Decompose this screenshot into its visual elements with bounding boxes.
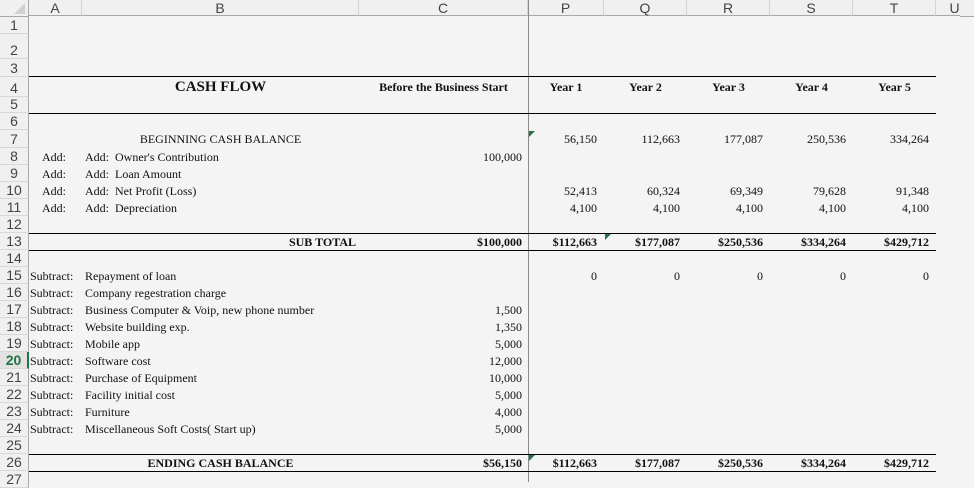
add-value-year-5[interactable]: 91,348: [896, 184, 929, 198]
row-header-4[interactable]: 4: [0, 77, 29, 97]
row-header-5[interactable]: 5: [0, 97, 29, 113]
add-item-label[interactable]: Add: Owner's Contribution: [85, 150, 219, 164]
subtract-value-year-4[interactable]: 0: [840, 269, 846, 283]
subtract-before-start-value[interactable]: 10,000: [489, 371, 522, 385]
add-value-year-4[interactable]: 79,628: [813, 184, 846, 198]
select-all-corner[interactable]: [0, 0, 29, 17]
beginning-balance-year-5[interactable]: 334,264: [890, 132, 929, 146]
year-header-1[interactable]: Year 1: [549, 80, 583, 94]
column-header-q[interactable]: Q: [604, 0, 687, 16]
add-item-label[interactable]: Add: Net Profit (Loss): [85, 184, 197, 198]
column-header-edge: [960, 0, 974, 17]
subtract-type-label[interactable]: Subtract:: [30, 337, 74, 351]
row-header-16[interactable]: 16: [0, 284, 29, 301]
row-header-20[interactable]: 20: [0, 352, 29, 369]
year-header-4[interactable]: Year 4: [795, 80, 828, 94]
year-header-2[interactable]: Year 2: [629, 80, 662, 94]
row-header-17[interactable]: 17: [0, 301, 29, 318]
beginning-balance-year-1[interactable]: 56,150: [564, 132, 597, 146]
beginning-balance-year-2[interactable]: 112,663: [641, 132, 680, 146]
subtract-value-year-3[interactable]: 0: [757, 269, 763, 283]
ending-balance-year-5[interactable]: $429,712: [884, 456, 929, 470]
row-header-3[interactable]: 3: [0, 59, 29, 77]
row-header-14[interactable]: 14: [0, 250, 29, 267]
row-header-6[interactable]: 6: [0, 113, 29, 130]
add-item-label[interactable]: Add: Depreciation: [85, 201, 177, 215]
add-value-year-5[interactable]: 4,100: [902, 201, 929, 215]
subtract-type-label[interactable]: Subtract:: [30, 303, 74, 317]
subtract-type-label[interactable]: Subtract:: [30, 286, 74, 300]
ending-balance-year-1[interactable]: $112,663: [552, 456, 597, 470]
subtract-type-label[interactable]: Subtract:: [30, 269, 74, 283]
subtract-item-label[interactable]: Website building exp.: [85, 320, 190, 334]
add-value-year-2[interactable]: 4,100: [653, 201, 680, 215]
subtract-type-label[interactable]: Subtract:: [30, 354, 74, 368]
subtract-type-label[interactable]: Subtract:: [30, 371, 74, 385]
row-header-8[interactable]: 8: [0, 148, 29, 165]
subtract-before-start-value[interactable]: 4,000: [495, 405, 522, 419]
cash-flow-title[interactable]: CASH FLOW: [174, 79, 267, 95]
row-header-25[interactable]: 25: [0, 437, 29, 454]
subtract-before-start-value[interactable]: 1,350: [495, 320, 522, 334]
row-header-12[interactable]: 12: [0, 216, 29, 233]
ending-balance-year-3[interactable]: $250,536: [718, 456, 763, 470]
add-type-label[interactable]: Add:: [42, 167, 66, 181]
add-type-label[interactable]: Add:: [42, 184, 66, 198]
column-header-p[interactable]: P: [528, 0, 604, 16]
subtract-type-label[interactable]: Subtract:: [30, 422, 74, 436]
subtract-value-year-5[interactable]: 0: [923, 269, 929, 283]
row-header-22[interactable]: 22: [0, 386, 29, 403]
ending-balance-year-2[interactable]: $177,087: [635, 456, 680, 470]
row-header-7[interactable]: 7: [0, 130, 29, 148]
column-header-s[interactable]: S: [770, 0, 853, 16]
subtract-before-start-value[interactable]: 5,000: [495, 422, 522, 436]
subtotal-year-3[interactable]: $250,536: [718, 235, 763, 249]
row-header-23[interactable]: 23: [0, 403, 29, 420]
row-header-24[interactable]: 24: [0, 420, 29, 437]
subtract-item-label[interactable]: Business Computer & Voip, new phone number: [85, 303, 315, 317]
row-header-19[interactable]: 19: [0, 335, 29, 352]
row-header-15[interactable]: 15: [0, 267, 29, 284]
subtract-type-label[interactable]: Subtract:: [30, 405, 74, 419]
subtract-type-label[interactable]: Subtract:: [30, 388, 74, 402]
row-header-18[interactable]: 18: [0, 318, 29, 335]
subtotal-before-start[interactable]: $100,000: [477, 235, 522, 249]
ending-cash-balance-label[interactable]: ENDING CASH BALANCE: [147, 456, 294, 470]
row-header-2[interactable]: 2: [0, 34, 29, 59]
subtract-value-year-2[interactable]: 0: [674, 269, 680, 283]
add-value-year-3[interactable]: 69,349: [730, 184, 763, 198]
column-header-u[interactable]: U: [936, 0, 974, 16]
subtotal-label[interactable]: SUB TOTAL: [288, 235, 356, 249]
column-header-b[interactable]: B: [82, 0, 359, 16]
subtract-item-label[interactable]: Company regestration charge: [85, 286, 227, 300]
add-type-label[interactable]: Add:: [42, 201, 66, 215]
column-header-a[interactable]: A: [29, 0, 82, 16]
subtract-item-label[interactable]: Purchase of Equipment: [85, 371, 197, 385]
year-header-5[interactable]: Year 5: [878, 80, 911, 94]
subtract-before-start-value[interactable]: 5,000: [495, 388, 522, 402]
column-header-r[interactable]: R: [687, 0, 770, 16]
subtract-before-start-value[interactable]: 1,500: [495, 303, 522, 317]
subtract-item-label[interactable]: Furniture: [85, 405, 130, 419]
beginning-balance-year-3[interactable]: 177,087: [724, 132, 763, 146]
row-header-9[interactable]: 9: [0, 165, 29, 182]
row-header-27[interactable]: 27: [0, 471, 29, 488]
add-value-year-2[interactable]: 60,324: [647, 184, 680, 198]
add-value-year-1[interactable]: 52,413: [564, 184, 597, 198]
row-header-13[interactable]: 13: [0, 233, 29, 250]
subtract-type-label[interactable]: Subtract:: [30, 320, 74, 334]
subtract-value-year-1[interactable]: 0: [591, 269, 597, 283]
subtotal-year-2[interactable]: $177,087: [635, 235, 680, 249]
subtract-before-start-value[interactable]: 5,000: [495, 337, 522, 351]
add-before-start-value[interactable]: 100,000: [483, 150, 522, 164]
add-value-year-4[interactable]: 4,100: [819, 201, 846, 215]
add-value-year-1[interactable]: 4,100: [570, 201, 597, 215]
select-all-triangle-icon: [14, 3, 25, 14]
subtract-item-label[interactable]: Mobile app: [85, 337, 140, 351]
beginning-balance-year-4[interactable]: 250,536: [807, 132, 846, 146]
subtract-item-label[interactable]: Facility initial cost: [85, 388, 175, 402]
add-item-label[interactable]: Add: Loan Amount: [85, 167, 182, 181]
ending-before-start[interactable]: $56,150: [483, 456, 522, 470]
subtotal-year-5[interactable]: $429,712: [884, 235, 929, 249]
subtract-before-start-value[interactable]: 12,000: [489, 354, 522, 368]
column-header-c[interactable]: C: [359, 0, 528, 16]
add-type-label[interactable]: Add:: [42, 150, 66, 164]
before-start-header[interactable]: Before the Business Start: [379, 80, 508, 94]
row-header-26[interactable]: 26: [0, 454, 29, 471]
row-header-21[interactable]: 21: [0, 369, 29, 386]
border-line: [29, 113, 936, 114]
add-value-year-3[interactable]: 4,100: [736, 201, 763, 215]
subtotal-year-1[interactable]: $112,663: [552, 235, 597, 249]
border-line: [29, 76, 936, 77]
row-header-1[interactable]: 1: [0, 17, 29, 34]
row-header-10[interactable]: 10: [0, 182, 29, 199]
subtract-item-label[interactable]: Repayment of loan: [85, 269, 177, 283]
column-header-t[interactable]: T: [853, 0, 936, 16]
subtract-item-label[interactable]: Miscellaneous Soft Costs( Start up): [85, 422, 256, 436]
row-header-11[interactable]: 11: [0, 199, 29, 216]
beginning-cash-balance-label[interactable]: BEGINNING CASH BALANCE: [139, 132, 302, 146]
year-header-3[interactable]: Year 3: [712, 80, 745, 94]
ending-balance-year-4[interactable]: $334,264: [801, 456, 846, 470]
subtract-item-label[interactable]: Software cost: [85, 354, 151, 368]
subtotal-year-4[interactable]: $334,264: [801, 235, 846, 249]
